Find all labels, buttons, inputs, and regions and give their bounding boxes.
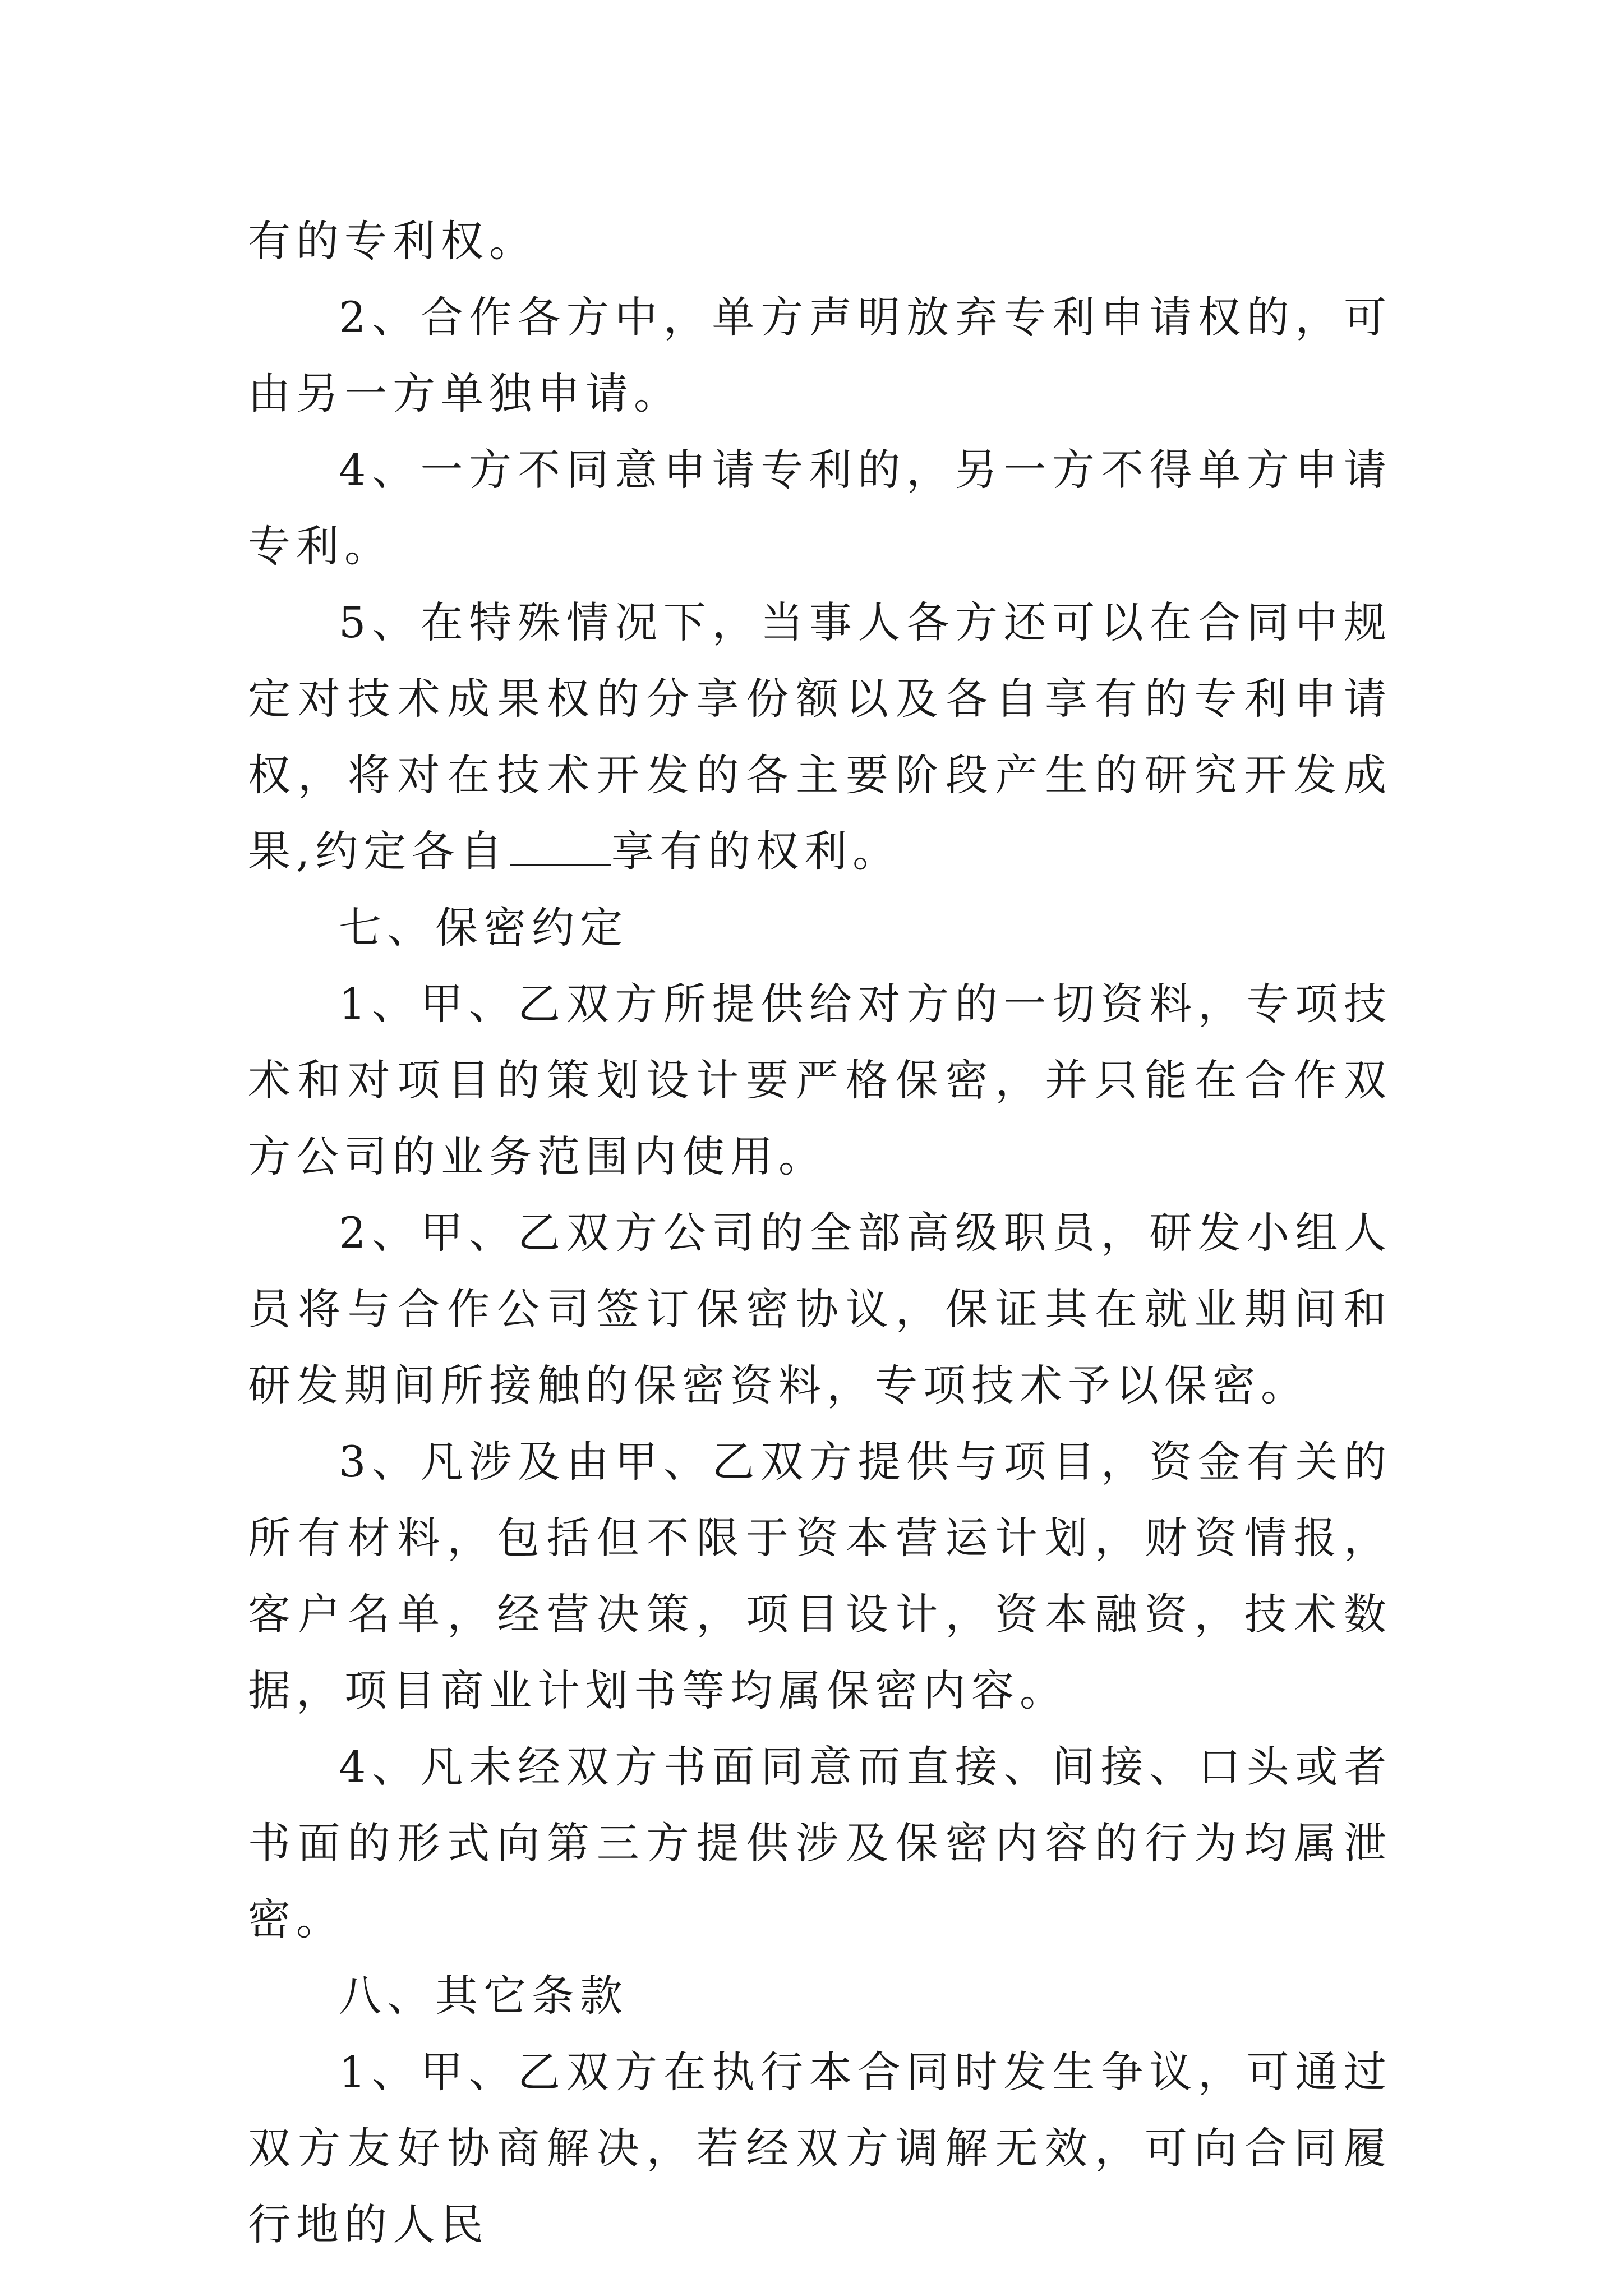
paragraph-other-terms-1: 1、甲、乙双方在执行本合同时发生争议，可通过双方友好协商解决，若经双方调解无效，可向合同履行地的人民 — [248, 2047, 1392, 2249]
paragraph-clause-4-disagree: 4、一方不同意申请专利的，另一方不得单方申请专利。 — [248, 445, 1392, 571]
clause-5-text-before-blank: 5、在特殊情况下，当事人各方还可以在合同中规定对技术成果权的分享份额以及各自享有的专利申请权，将对在技术开发的各主要阶段产生的研究开发成果,约定各自 — [248, 597, 1392, 876]
paragraph-confidentiality-2: 2、甲、乙双方公司的全部高级职员，研发小组人员将与合作公司签订保密协议，保证其在就业期间和研发期间所接触的保密资料，专项技术予以保密。 — [248, 1208, 1392, 1410]
fill-in-blank — [510, 860, 611, 866]
paragraph-clause-2-abandon: 2、合作各方中，单方声明放弃专利申请权的，可由另一方单独申请。 — [248, 292, 1392, 418]
paragraph-patent-right-end: 有的专利权。 — [248, 216, 537, 266]
section-heading-other-terms: 八、其它条款 — [339, 1971, 628, 2021]
paragraph-clause-5-special — [248, 585, 1392, 890]
paragraph-confidentiality-4: 4、凡未经双方书面同意而直接、间接、口头或者书面的形式向第三方提供涉及保密内容的行为均属泄密。 — [248, 1742, 1392, 1944]
paragraph-confidentiality-1: 1、甲、乙双方所提供给对方的一切资料，专项技术和对项目的策划设计要严格保密，并只能在合作双方公司的业务范围内使用。 — [248, 979, 1392, 1181]
clause-5-text-after-blank: 享有的权利。 — [611, 826, 901, 876]
document-body — [248, 203, 1392, 2263]
paragraph-confidentiality-3: 3、凡涉及由甲、乙双方提供与项目，资金有关的所有材料，包括但不限于资本营运计划，财资情报，客户名单，经营决策，项目设计，资本融资，技术数据，项目商业计划书等均属保密内容。 — [248, 1437, 1392, 1715]
section-heading-confidentiality: 七、保密约定 — [339, 903, 628, 953]
